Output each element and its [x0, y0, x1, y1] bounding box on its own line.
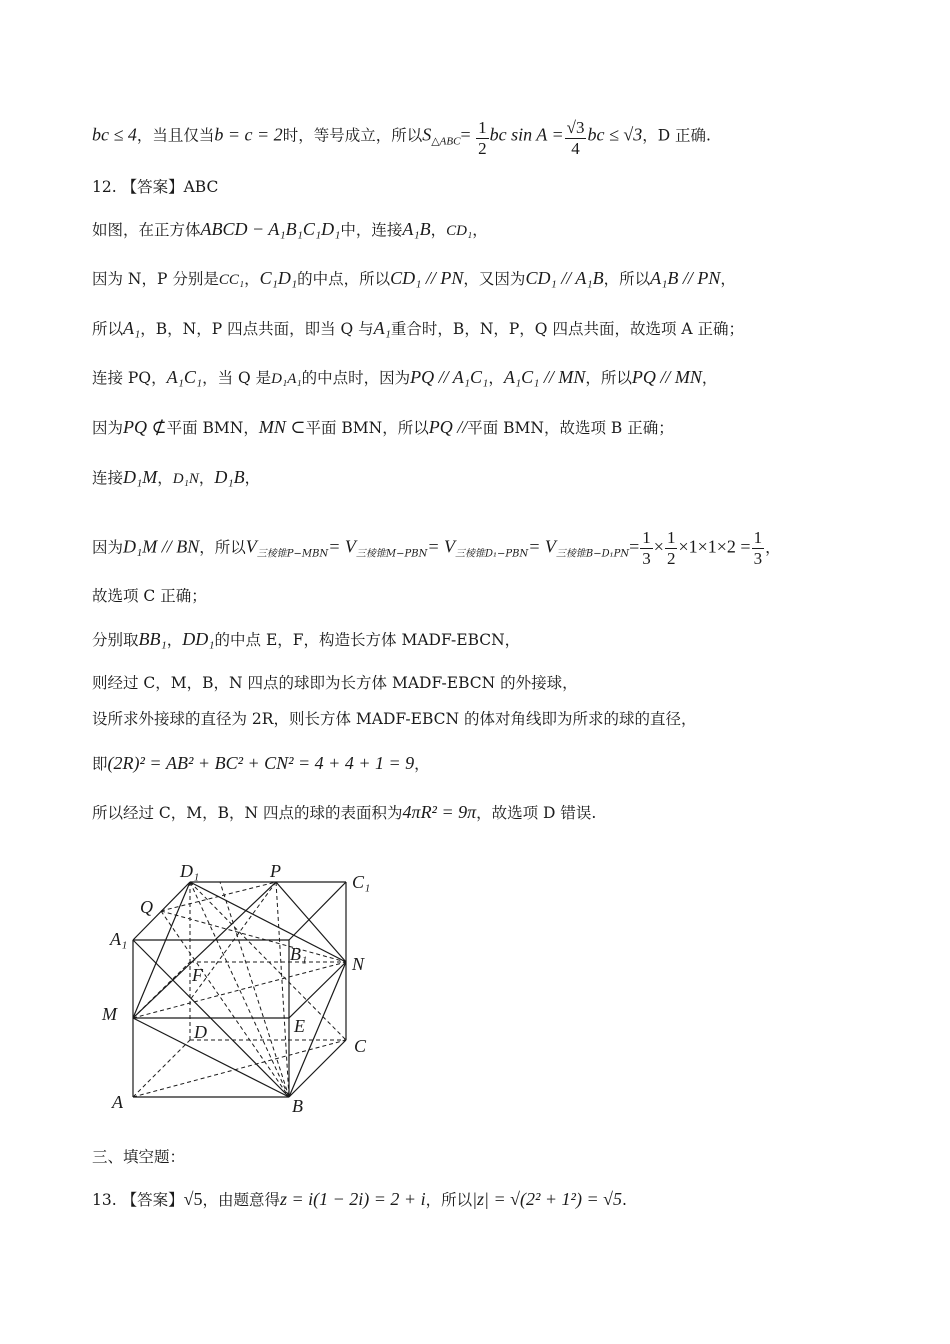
text: ，由题意得: [202, 1191, 280, 1209]
label-A1: A₁: [110, 929, 128, 949]
text: ，: [701, 369, 718, 387]
label-Q: Q: [140, 897, 153, 917]
text: ，: [198, 469, 215, 487]
math-bc-le-4: bc ≤ 4: [92, 124, 137, 145]
math-MN-in: MN ⊂: [258, 417, 306, 437]
math-A1B-PN: A₁B // PN: [650, 268, 721, 288]
math-S: S: [422, 124, 432, 145]
math-D1B: D₁B: [214, 467, 245, 487]
text: ，: [166, 631, 183, 649]
text: 的中点时，因为: [301, 369, 411, 387]
fraction-third-result: $\frac{1}{3}$: [753, 528, 763, 568]
text: 因为: [92, 419, 124, 437]
text: 平面 BMN，所以: [305, 419, 429, 437]
text: 分别取: [92, 631, 139, 649]
text: ，又因为: [463, 270, 526, 288]
answer-12: 12. 【答案】ABC: [92, 178, 219, 196]
math-product: ×1×1×2 =: [678, 536, 751, 557]
text: ，故选项 D 错误.: [476, 804, 597, 822]
line-8: [92, 466, 910, 490]
label-B1: B₁: [290, 944, 308, 964]
line-D1-B: [190, 882, 289, 1097]
text: ，: [244, 469, 261, 487]
text: ，: [720, 270, 736, 288]
line-Q-P: [161, 882, 276, 911]
line-13: 设所求外接球的直径为 2R，则长方体 MADF-EBCN 的体对角线即为所求的球的直径，: [92, 710, 697, 728]
line-6: [92, 366, 910, 390]
fraction-sqrt3-4: $\frac{√3}{4}$: [566, 118, 585, 158]
text: 时，等号成立，所以: [282, 126, 423, 145]
line-12: 则经过 C，M，B，N 四点的球即为长方体 MADF-EBCN 的外接球，: [92, 674, 578, 692]
text: ，: [765, 538, 781, 557]
line-M-N: [133, 962, 346, 1018]
math-PQ-MN: PQ // MN: [631, 367, 702, 387]
line-10: 故选项 C 正确；: [92, 587, 207, 605]
math-PQ-notin: PQ ⊄: [123, 417, 167, 437]
text: ，所以: [425, 1191, 473, 1209]
label-A: A: [112, 1092, 123, 1112]
text: ，: [414, 755, 430, 773]
section-fill-in: 三、填空题：: [92, 1148, 186, 1166]
answer-13: [92, 1188, 910, 1211]
math-sqrt5: √5: [183, 1189, 203, 1209]
text: 的中点 E，F，构造长方体 MADF-EBCN，: [214, 631, 521, 649]
math-V3: = V: [427, 536, 456, 557]
math-CC1: CC₁: [218, 272, 245, 288]
fraction-half: $\frac{1}{2}$: [666, 528, 676, 568]
label-D1: D₁: [180, 861, 200, 881]
line-Q-B: [161, 911, 289, 1097]
line-P-B: [276, 882, 289, 1097]
math-CD1-A1B: CD₁ // A₁B: [525, 268, 604, 288]
text: ，所以: [585, 369, 632, 387]
text: ，所以: [199, 538, 246, 557]
line-14: [92, 752, 910, 775]
edge-B-C: [289, 1040, 346, 1097]
math-A1C1: A₁C₁: [166, 367, 203, 387]
math-A1: A₁: [373, 318, 391, 338]
math-V2-sub: 三棱锥M−PBN: [355, 548, 428, 560]
line-P-N: [276, 882, 346, 962]
line-M-B: [133, 1018, 289, 1097]
line-Q-N: [161, 911, 346, 962]
line-11: [92, 628, 910, 651]
math-times: ×: [653, 536, 664, 557]
math-V4: = V: [528, 536, 556, 557]
label-D: D: [194, 1022, 207, 1042]
math-A1: A₁: [123, 318, 141, 338]
line-15: [92, 801, 910, 824]
text: 所以: [92, 320, 124, 338]
math-V1-sub: 三棱锥P−MBN: [256, 548, 329, 560]
text: 中，连接: [340, 221, 403, 239]
line-3: [92, 218, 910, 242]
math-diameter-eq: (2R)² = AB² + BC² + CN² = 4 + 4 + 1 = 9: [107, 753, 415, 773]
line-5: [92, 317, 910, 340]
math-D1A1: D₁A₁: [271, 371, 302, 387]
text: 所以经过 C，M，B，N 四点的球的表面积为: [92, 804, 403, 822]
math-BB1: BB₁: [138, 629, 167, 649]
math-surface-area: 4πR² = 9π: [402, 802, 477, 822]
label-N: N: [352, 954, 365, 974]
math-V1: V: [245, 536, 257, 557]
text: 连接: [92, 469, 124, 487]
math-eq: =: [629, 536, 640, 557]
edge-A-D: [133, 1040, 190, 1097]
label-C: C: [354, 1036, 367, 1056]
text: ，B，N，P 四点共面，即当 Q 与: [140, 320, 374, 338]
math-D1N: D₁N: [172, 471, 199, 487]
text: 连接 PQ，: [92, 369, 167, 387]
text: 平面 BMN，故选项 B 正确；: [467, 419, 674, 437]
text: 平面 BMN，: [166, 419, 259, 437]
line-D1-N: [190, 882, 346, 962]
text: ，当 Q 是: [202, 369, 272, 387]
math-eq: =: [460, 124, 476, 145]
math-V3-sub: 三棱锥D₁−PBN: [455, 548, 529, 560]
math-D1M: D₁M: [123, 467, 158, 487]
fraction-third: $\frac{1}{3}$: [642, 528, 651, 568]
line-B-D1-2: [220, 882, 289, 1097]
text: 即: [92, 755, 108, 773]
math-D1M-BN: D₁M // BN: [123, 536, 200, 557]
math-b-eq-c: b = c = 2: [214, 124, 283, 145]
text: 的中点，所以: [297, 270, 391, 288]
text: ，: [472, 221, 488, 239]
math-bcsinA: bc sin A =: [489, 124, 564, 145]
math-abs-z: |z| = √(2² + 1²) = √5: [472, 1189, 622, 1209]
math-CD1: CD₁: [446, 223, 473, 239]
text: ，: [244, 270, 260, 288]
text: ，所以: [603, 270, 651, 288]
math-cube: ABCD − A₁B₁C₁D₁: [200, 219, 341, 239]
line-1: [92, 116, 910, 157]
label-E: E: [294, 1016, 305, 1036]
text: ，: [488, 369, 504, 387]
line-A-C-diag: [133, 1040, 346, 1097]
label-P: P: [270, 861, 281, 881]
math-z-eq: z = i(1 − 2i) = 2 + i: [279, 1189, 426, 1209]
text: ，: [157, 469, 173, 487]
line-9: [92, 528, 910, 569]
fraction-half: $\frac{1}{2}$: [478, 118, 487, 158]
text: 重合时，B，N，P，Q 四点共面，故选项 A 正确；: [390, 320, 744, 338]
math-S-sub: △ABC: [431, 135, 461, 148]
text: 因为: [92, 538, 124, 557]
math-PQ-parallel: PQ //: [428, 417, 468, 437]
label-B: B: [292, 1096, 303, 1116]
label-M: M: [102, 1004, 117, 1024]
math-C1D1: C₁D₁: [259, 268, 298, 288]
math-V2: = V: [328, 536, 356, 557]
text: 如图，在正方体: [92, 221, 201, 239]
text: ，D 正确.: [642, 126, 711, 145]
text: .: [621, 1191, 627, 1209]
cube-figure: [95, 852, 395, 1122]
line-4: [92, 267, 910, 291]
text: ，: [430, 221, 447, 239]
text: 因为 N，P 分别是: [92, 270, 219, 288]
text: ，当且仅当: [136, 126, 215, 145]
math-bc-le-sqrt3: bc ≤ √3: [587, 124, 643, 145]
math-CD1-PN: CD₁ // PN: [390, 268, 464, 288]
label-C1: C₁: [352, 872, 371, 892]
label-F: F: [192, 965, 203, 985]
math-A1B: A₁B: [402, 219, 431, 239]
edge-B1-C1: [289, 882, 346, 940]
math-A1C1-MN: A₁C₁ // MN: [503, 367, 586, 387]
edge-E-N: [289, 962, 346, 1018]
math-PQ-A1C1: PQ // A₁C₁: [410, 367, 489, 387]
math-V4-sub: 三棱锥B−D₁PN: [555, 548, 630, 560]
text: 13. 【答案】: [92, 1191, 184, 1209]
line-7: [92, 416, 910, 439]
math-DD1: DD₁: [182, 629, 215, 649]
